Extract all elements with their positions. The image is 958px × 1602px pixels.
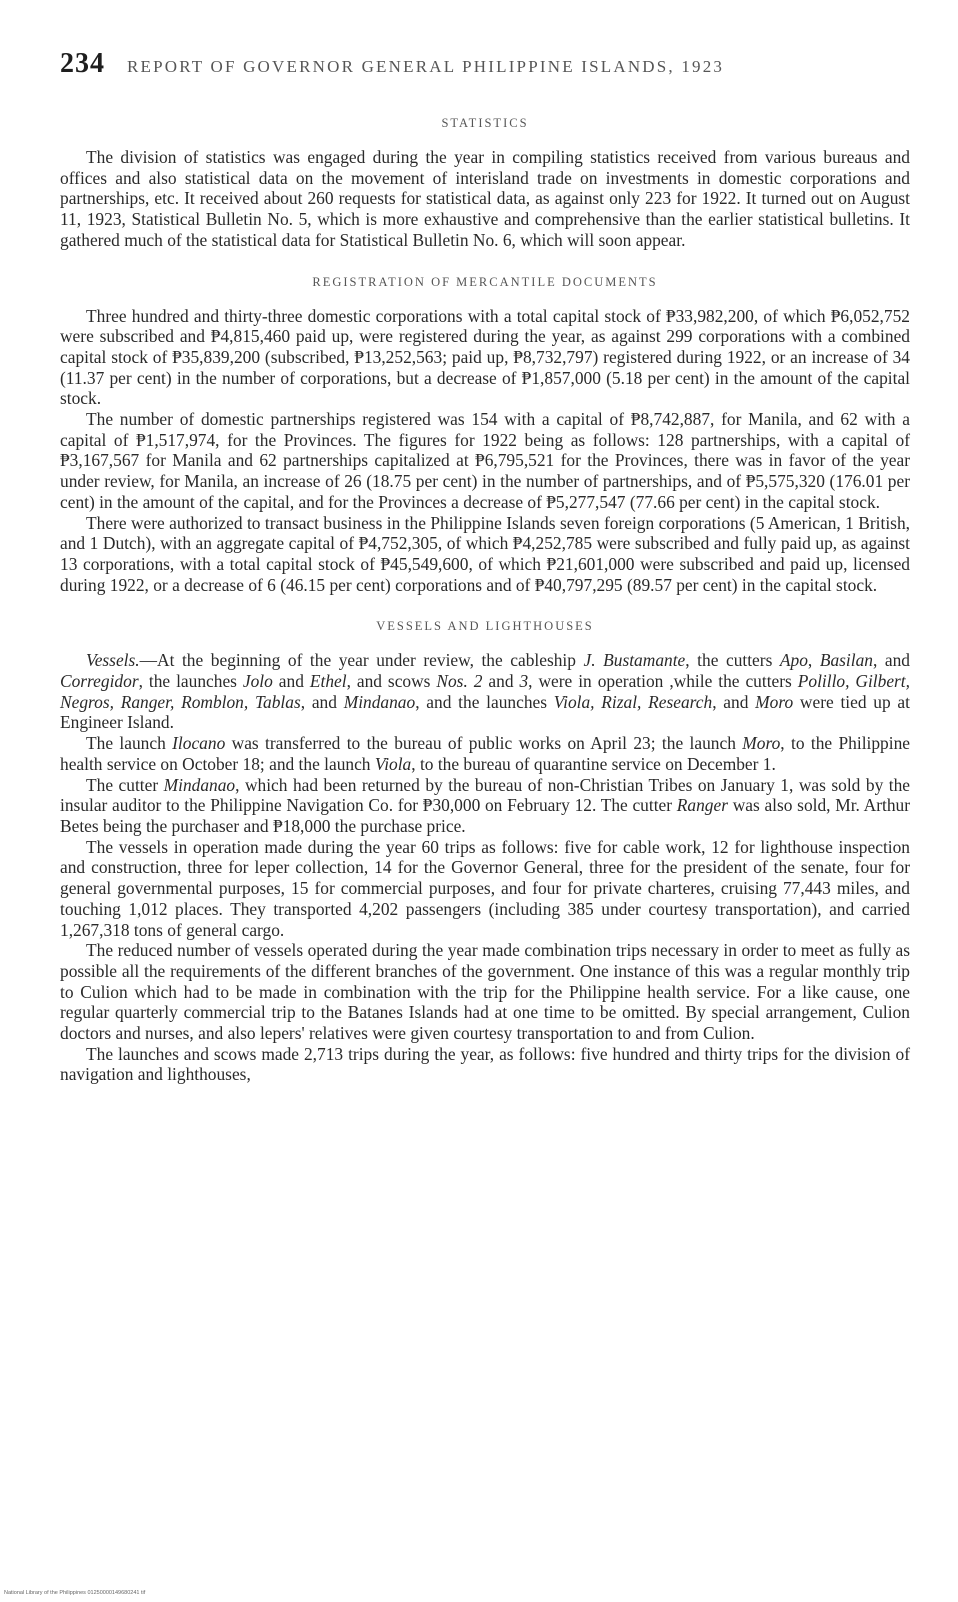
paragraph: The reduced number of vessels operated during the year made combination trips necessary in order to meet as fully as possible all the requirements of the different branches of the government. One instance of this was a regular monthly trip to Culion which had to be made in combination with the trip for the Philippine health service. For a like cause, one regular quarterly commercial trip to the Batanes Islands had at one time to be omitted. By special arrangement, Culion doctors and nurses, and also lepers' relatives were given courtesy transportation to and from Culion. [60, 940, 910, 1044]
vessel-name: Nos. 2 [436, 671, 483, 692]
running-title: REPORT OF GOVERNOR GENERAL PHILIPPINE ISLANDS, 1923 [127, 57, 725, 76]
vessel-name: Apo [779, 650, 808, 671]
page-header [60, 48, 910, 80]
vessel-name: Ranger [676, 795, 728, 816]
section-registration [60, 275, 910, 596]
text: The cutter [86, 774, 164, 795]
section-heading: REGISTRATION OF MERCANTILE DOCUMENTS [312, 274, 658, 289]
vessel-name: Basilan [819, 650, 873, 671]
paragraph: The division of statistics was engaged during the year in compiling statistics received from various bureaus and offices and also statistical data on the movement of interisland trade on investments in domestic corporations and partnerships, etc. It received about 260 requests for statistical data, as against only 223 for 1922. It turned out on August 11, 1923, Statistical Bulletin No. 5, which is more exhaustive and comprehensive than the earlier statistical bulletins. It gathered much of the statistical data for Statistical Bulletin No. 6, which will soon appear. [60, 147, 910, 250]
vessel-name: Polillo, Gilbert, Negros, Ranger, Romblon, Tablas [60, 671, 910, 712]
text: , the launches [138, 671, 243, 692]
vessel-name: 3 [519, 671, 529, 692]
section-heading: VESSELS AND LIGHTHOUSES [376, 619, 594, 634]
section-vessels [60, 619, 910, 1085]
text: , and [712, 691, 756, 712]
vessel-name: Corregidor [60, 671, 139, 692]
scan-footer: National Library of the Philippines 01250000149680241 tif [4, 1590, 146, 1596]
text: The launch [86, 733, 173, 754]
text: , were in operation ,while the cutters [528, 671, 798, 692]
vessel-name: Moro [755, 691, 794, 712]
text: was also sold, Mr. Arthur Betes being the purchaser and ₱18,000 the purchase price. [60, 795, 910, 836]
document-page [60, 48, 910, 1109]
vessel-name: Mindanao [343, 691, 416, 712]
text: , and the launches [415, 691, 554, 712]
section-heading: STATISTICS [441, 116, 529, 130]
text: , and [872, 650, 911, 671]
vessel-name: Ethel [309, 671, 347, 692]
text: , and scows [346, 671, 437, 692]
vessel-name: J. Bustamante [583, 650, 686, 671]
paragraph-launch-transfer [60, 733, 910, 774]
vessel-name: Moro [742, 733, 781, 754]
run-in-heading: Vessels. [86, 650, 140, 671]
text: , the cutters [685, 650, 780, 671]
vessel-name: Mindanao [163, 774, 236, 795]
paragraph: The vessels in operation made during the year 60 trips as follows: five for cable work, 12 for lighthouse inspection and construction, three for leper collection, 14 for the Governor General, three for the president of the senate, four for general governmental purposes, 15 for commercial purposes, and four for private charteres, cruising 77,443 miles, and touching 1,012 places. They transported 4,202 passengers (including 385 under courtesy transportation), and carried 1,267,318 tons of general cargo. [60, 836, 910, 940]
page-number: 234 [60, 48, 105, 79]
paragraph: There were authorized to transact business in the Philippine Islands seven foreign corporations (5 American, 1 British, and 1 Dutch), with an aggregate capital of ₱4,752,305, of which ₱4,252,785 were subscribed and fully paid up, as against 13 corporations, with a total capital stock of ₱45,549,600, of which ₱21,601,000 were subscribed and paid up, licensed during 1922, or a decrease of 6 (46.15 per cent) corporations and of ₱40,797,295 (89.57 per cent) in the capital stock. [60, 512, 910, 595]
vessel-name: Ilocano [172, 733, 226, 754]
paragraph: The number of domestic partnerships registered was 154 with a capital of ₱8,742,887, for Manila, and 62 with a capital of ₱1,517,974, for the Provinces. The figures for 1922 being as follows: 128 partnerships, with a capital of ₱3,167,567 for Manila and 62 partnerships capitalized at ₱6,795,521 for the Provinces, there was in favor of the year under review, for Manila, an increase of 26 (18.75 per cent) in the number of partnerships, and of ₱5,575,320 (176.01 per cent) in the amount of the capital, and for the Provinces a decrease of ₱5,277,547 (77.66 per cent) in the capital stock. [60, 409, 910, 512]
text: , [807, 650, 820, 671]
text: and [482, 671, 520, 692]
text: was transferred to the bureau of public works on April 23; the launch [225, 733, 743, 754]
section-statistics [60, 116, 910, 251]
paragraph-vessels-intro [60, 650, 910, 733]
text: —At the beginning of the year under review, the cableship [139, 650, 584, 671]
vessel-name: Viola, Rizal, Research [553, 691, 713, 712]
paragraph: Three hundred and thirty-three domestic corporations with a total capital stock of ₱33,982,200, of which ₱6,052,752 were subscribed and ₱4,815,460 paid up, were registered during the year, as against 299 corporations with a combined capital stock of ₱35,839,200 (subscribed, ₱13,252,563; paid up, ₱8,732,797) registered during 1922, or an increase of 34 (11.37 per cent) in the number of corporations, but a decrease of ₱1,857,000 (5.18 per cent) in the amount of the capital stock. [60, 305, 910, 409]
paragraph-cutter-sale [60, 775, 910, 837]
text: , to the Philippine health service on October 18; and the launch [60, 733, 911, 774]
text: , and [300, 691, 344, 712]
text: were tied up at Engineer Island. [60, 691, 910, 733]
paragraph: The launches and scows made 2,713 trips during the year, as follows: five hundred and thirty trips for the division of navigation and lighthouses, [60, 1043, 910, 1085]
vessel-name: Jolo [242, 671, 273, 692]
text: , which had been returned by the bureau of non-Christian Tribes on January 1, was sold by the insular auditor to the Philippine Navigation Co. for ₱30,000 on February 12. The cutter [60, 774, 910, 816]
text: and [272, 671, 310, 692]
text: , to the bureau of quarantine service on December 1. [411, 753, 776, 774]
vessel-name: Viola [374, 753, 412, 774]
